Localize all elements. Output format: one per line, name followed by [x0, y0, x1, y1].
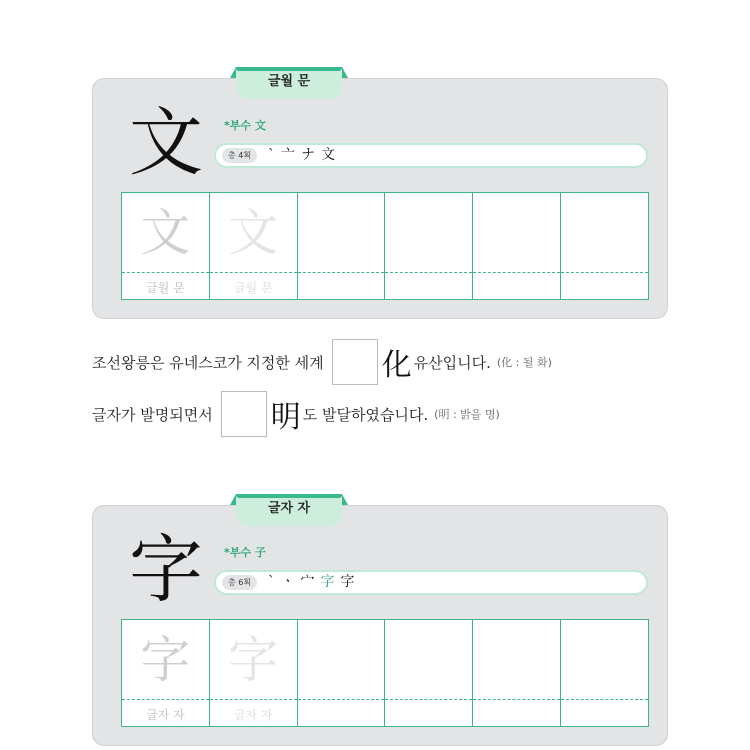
- trace-character: 字: [140, 631, 191, 689]
- card-title-tab: [236, 494, 342, 526]
- trace-cell[interactable]: [210, 193, 298, 299]
- stroke-step: ㆍ: [281, 574, 301, 590]
- guide-line: [473, 272, 560, 273]
- stroke-step: 亠: [281, 147, 301, 163]
- guide-line: [385, 699, 472, 700]
- trace-cell[interactable]: [122, 620, 210, 726]
- guide-line: [473, 699, 560, 700]
- card-title-tab: [236, 67, 342, 99]
- practice-cell[interactable]: [561, 193, 648, 299]
- guide-line: [210, 272, 297, 273]
- trace-character: 文: [228, 204, 279, 262]
- trace-label: 글월 문: [233, 281, 273, 295]
- trace-label: 글월 문: [146, 281, 185, 295]
- stroke-count-badge: 총 4획: [222, 148, 257, 163]
- stroke-sequence: [268, 146, 341, 165]
- main-character: 文: [129, 100, 203, 186]
- stroke-sequence: [268, 573, 361, 592]
- hanja-card-mun: [92, 74, 668, 319]
- answer-box[interactable]: [332, 339, 378, 385]
- writing-grid: [121, 192, 649, 300]
- stroke-step: 宀: [300, 574, 321, 590]
- hanja-gloss: (化 : 될 화): [496, 356, 552, 369]
- trace-label: 글자 자: [146, 708, 185, 722]
- stroke-step-final: 文: [321, 147, 341, 163]
- trace-cell[interactable]: [122, 193, 210, 299]
- practice-cell[interactable]: [473, 620, 561, 726]
- guide-line: [298, 272, 385, 273]
- fill-in-sentence-1: [92, 338, 552, 386]
- practice-cell[interactable]: [298, 620, 386, 726]
- sentence-text-before: 조선왕릉은 유네스코가 지정한 세계: [92, 353, 324, 372]
- practice-cell[interactable]: [561, 620, 648, 726]
- practice-cell[interactable]: [473, 193, 561, 299]
- guide-line: [298, 699, 385, 700]
- guide-line: [385, 272, 472, 273]
- practice-cell[interactable]: [298, 193, 386, 299]
- radical-label: *부수 子: [224, 546, 266, 559]
- stroke-step: `: [268, 574, 281, 590]
- sentence-hanja: 化: [381, 348, 412, 383]
- stroke-step: `: [268, 147, 281, 163]
- guide-line: [122, 699, 209, 700]
- card-title: 글자 자: [267, 501, 311, 516]
- stroke-order-bar: [214, 143, 648, 168]
- writing-grid: [121, 619, 649, 727]
- guide-line: [561, 272, 648, 273]
- stroke-count-badge: 총 6획: [222, 575, 257, 590]
- guide-line: [122, 272, 209, 273]
- sentence-text-before: 글자가 발명되면서: [92, 405, 213, 424]
- sentence-text-after: 도 발달하였습니다.: [302, 405, 429, 424]
- practice-cell[interactable]: [385, 193, 473, 299]
- sentence-text-after: 유산입니다.: [413, 353, 491, 372]
- guide-line: [561, 699, 648, 700]
- stroke-order-bar: [214, 570, 648, 595]
- stroke-step: ナ: [301, 147, 321, 163]
- main-character: 字: [129, 527, 203, 613]
- answer-box[interactable]: [221, 391, 267, 437]
- guide-line: [210, 699, 297, 700]
- fill-in-sentence-2: [92, 390, 500, 438]
- trace-label: 글자 자: [233, 708, 273, 722]
- radical-label: *부수 文: [224, 119, 266, 132]
- trace-cell[interactable]: [210, 620, 298, 726]
- tab-accent: [236, 67, 342, 71]
- card-title: 글월 문: [267, 74, 311, 89]
- hanja-gloss: (明 : 밝을 명): [434, 408, 500, 421]
- sentence-hanja: 明: [270, 400, 301, 435]
- tab-accent: [236, 494, 342, 498]
- practice-cell[interactable]: [385, 620, 473, 726]
- hanja-card-ja: [92, 501, 668, 746]
- stroke-step-highlight: 字: [320, 574, 341, 590]
- stroke-step-final: 字: [340, 574, 361, 590]
- trace-character: 文: [140, 204, 191, 262]
- trace-character: 字: [228, 631, 279, 689]
